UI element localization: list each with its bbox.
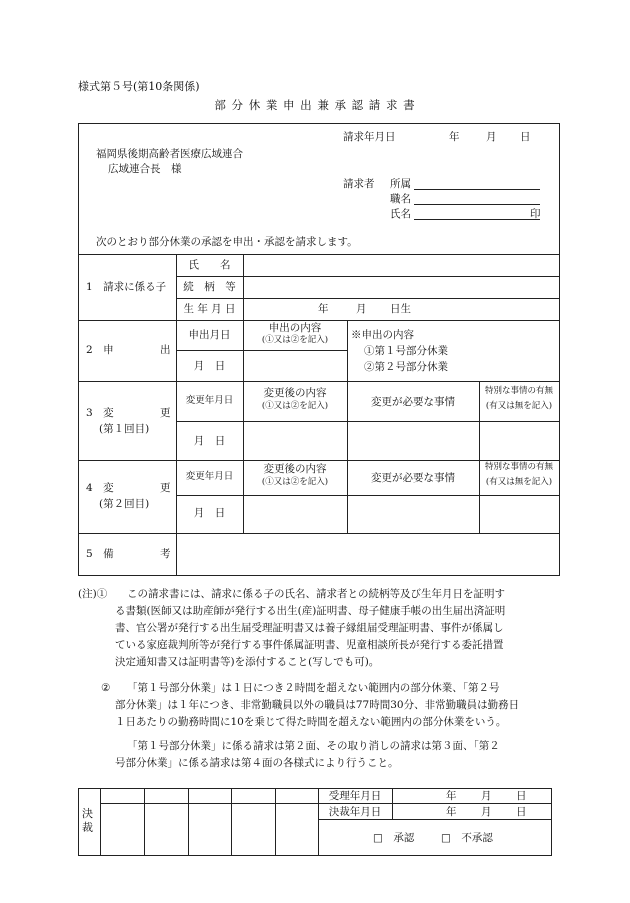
name-label: 氏名 xyxy=(390,208,411,220)
change2-special-field[interactable] xyxy=(480,496,559,533)
request-statement: 次のとおり部分休業の承認を申出・承認を請求します。 xyxy=(96,236,358,248)
child-section-label: 1 請求に係る子 xyxy=(86,281,167,293)
change1-content-label: 変更後の内容 xyxy=(263,387,327,399)
change2-label-sub: (第２回目) xyxy=(99,498,150,510)
change1-content-hint: (①又は②を記入) xyxy=(261,401,329,411)
approval-stamp-cell[interactable] xyxy=(101,789,144,803)
request-date-label: 請求年月日 xyxy=(343,131,396,143)
application-content-hint: (①又は②を記入) xyxy=(261,335,329,345)
application-label-end: 出 xyxy=(160,344,171,356)
child-relation-label: 続 柄 等 xyxy=(183,281,236,293)
approval-stamp-cell[interactable] xyxy=(189,789,231,803)
affiliation-label: 所属 xyxy=(390,178,411,190)
note1-line: この請求書には、請求に係る子の氏名、請求者との続柄等及び生年月日を証明す xyxy=(127,588,505,600)
application-month-day-label: 月 日 xyxy=(193,360,226,372)
application-label-num: 2 申 xyxy=(86,344,114,356)
seal-mark: 印 xyxy=(530,208,541,220)
change1-reason-field[interactable] xyxy=(348,422,478,460)
received-date-label: 受理年月日 xyxy=(328,790,382,802)
received-day: 日 xyxy=(516,790,527,802)
decision-year: 年 xyxy=(446,806,457,818)
reject-checkbox[interactable]: □ 不承認 xyxy=(441,832,493,844)
note1-line: 決定通知書又は証明書等)を添付すること(写しでも可)。 xyxy=(115,656,380,668)
change2-special-label: 特別な事情の有無 xyxy=(484,462,553,472)
application-note-title: ※申出の内容 xyxy=(351,329,414,341)
decision-date-label: 決裁年月日 xyxy=(328,806,382,818)
position-label: 職名 xyxy=(390,193,411,205)
change2-content-label: 変更後の内容 xyxy=(263,463,327,475)
birth-month-label: 月 xyxy=(356,303,367,315)
note2-line: 部分休業」は１年につき、非常勤職員以外の職員は77時間30分、非常勤職員は勤務日 xyxy=(115,699,520,711)
page-title: 部 分 休 業 申 出 兼 承 認 請 求 書 xyxy=(214,98,416,112)
change2-content-hint: (①又は②を記入) xyxy=(261,477,329,487)
change2-content-field[interactable] xyxy=(244,496,346,533)
form-number: 様式第５号(第10条関係) xyxy=(78,80,200,93)
note2-line: 「第１号部分休業」に係る請求は第２面、その取り消しの請求は第３面、「第２ xyxy=(127,740,500,752)
change1-special-field[interactable] xyxy=(480,422,559,460)
request-date-day: 日 xyxy=(520,131,531,143)
change1-content-field[interactable] xyxy=(244,422,346,460)
approval-label: 決裁 xyxy=(82,807,93,834)
position-field[interactable] xyxy=(414,192,540,205)
note1-line: ている家庭裁判所等が発行する事件係属証明書、児童相談所長が発行する委託措置 xyxy=(115,639,504,651)
received-year: 年 xyxy=(446,790,457,802)
application-date-label: 申出月日 xyxy=(188,329,231,341)
addressee-org: 福岡県後期高齢者医療広域連合 xyxy=(96,148,243,160)
change2-label-num: 4 変 xyxy=(86,482,114,494)
change1-label-end: 更 xyxy=(160,407,171,419)
change1-label-sub: (第１回目) xyxy=(99,423,150,435)
change1-month-day-label: 月 日 xyxy=(193,435,226,447)
birth-day-label: 日生 xyxy=(390,303,411,315)
approval-stamp-cell[interactable] xyxy=(276,789,318,803)
approval-stamp-cell[interactable] xyxy=(145,789,188,803)
note1-line: 書、官公署が発行する出生届受理証明書又は養子縁組届受理証明書、事件が係属し xyxy=(115,622,504,634)
decision-month: 月 xyxy=(481,806,492,818)
approval-stamp-cell[interactable] xyxy=(232,789,275,803)
child-relation-field[interactable] xyxy=(244,277,559,298)
application-note-item1: ①第１号部分休業 xyxy=(364,345,448,357)
note2-line: １日あたりの勤務時間に10を乗じて得た時間を超えない範囲内の部分休業をいう。 xyxy=(115,716,507,728)
requester-label: 請求者 xyxy=(343,178,375,190)
child-name-field[interactable] xyxy=(244,255,559,276)
note2-line: 「第１号部分休業」は１日につき２時間を超えない範囲内の部分休業、「第２号 xyxy=(127,682,500,694)
request-date-month: 月 xyxy=(486,131,497,143)
birth-year-label: 年 xyxy=(318,303,329,315)
change1-special-label: 特別な事情の有無 xyxy=(484,386,553,396)
change1-reason-label: 変更が必要な事情 xyxy=(371,396,455,408)
change2-reason-label: 変更が必要な事情 xyxy=(371,472,455,484)
name-field[interactable] xyxy=(414,207,540,220)
change2-reason-field[interactable] xyxy=(348,496,478,533)
child-birth-label: 生 年 月 日 xyxy=(183,303,236,315)
decision-day: 日 xyxy=(516,806,527,818)
change1-special-hint: (有又は無を記入) xyxy=(485,401,553,411)
notes-prefix: (注)① xyxy=(78,588,108,600)
addressee-title: 広域連合長 様 xyxy=(108,163,182,175)
change1-label-num: 3 変 xyxy=(86,407,114,419)
request-date-year: 年 xyxy=(449,131,460,143)
remarks-label-num: 5 備 xyxy=(86,548,114,560)
application-note-item2: ②第２号部分休業 xyxy=(364,361,448,373)
change2-special-hint: (有又は無を記入) xyxy=(485,477,553,487)
change2-label-end: 更 xyxy=(160,482,171,494)
received-month: 月 xyxy=(481,790,492,802)
child-name-label: 氏 名 xyxy=(188,259,231,271)
change2-month-day-label: 月 日 xyxy=(193,507,226,519)
note2-mark: ② xyxy=(101,682,111,694)
remarks-label-end: 考 xyxy=(160,548,171,560)
approve-checkbox[interactable]: □ 承認 xyxy=(373,832,415,844)
change2-date-label: 変更年月日 xyxy=(185,471,234,482)
affiliation-field[interactable] xyxy=(414,177,540,190)
remarks-field[interactable] xyxy=(177,534,559,575)
application-content-field[interactable] xyxy=(244,351,346,380)
change1-date-label: 変更年月日 xyxy=(185,395,234,406)
note2-line: 号部分休業」に係る請求は第４面の各様式により行うこと。 xyxy=(115,757,399,769)
application-content-label: 申出の内容 xyxy=(268,322,322,334)
note1-line: る書類(医師又は助産師が発行する出生(産)証明書、母子健康手帳の出生届出済証明 xyxy=(115,605,506,617)
